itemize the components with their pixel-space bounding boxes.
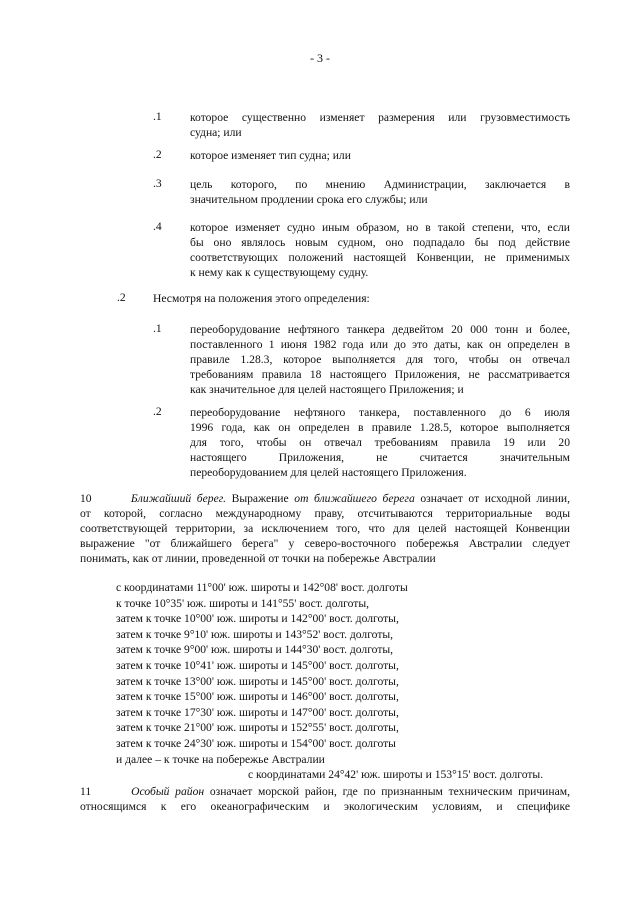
text-line: правиле 1.28.3, которое выполняется для того, чтобы он отвечал — [190, 353, 570, 366]
item-number: .1 — [153, 110, 162, 123]
item-text — [190, 322, 570, 397]
coordinate-line: затем к точке 21°00' юж. широты и 152°55' вост. долготы, — [116, 721, 399, 735]
coordinate-line: затем к точке 9°00' юж. широты и 144°30' вост. долготы, — [116, 643, 394, 657]
text-line: которое существенно изменяет размерения или грузовместимость — [190, 111, 570, 124]
text-line: соответствующих положений настоящей Конвенции, не применимых — [190, 251, 570, 264]
text-fragment: означает от исходной линии, — [414, 492, 570, 505]
text-line: к нему как к существующему судну. — [190, 266, 369, 279]
coordinate-line: затем к точке 17°30' юж. широты и 147°00' вост. долготы, — [116, 705, 399, 719]
coordinate-line: к точке 10°35' юж. широты и 141°55' вост. долготы, — [116, 596, 370, 610]
coordinate-line: затем к точке 15°00' юж. широты и 146°00' вост. долготы, — [116, 690, 399, 704]
coordinate-line: затем к точке 9°10' юж. широты и 143°52' вост. долготы, — [116, 627, 394, 641]
text-line: переоборудованием для целей настоящего Приложения. — [190, 466, 467, 479]
text-line: выражение "от ближайшего берега" у северо-восточного побережья Австралии следует — [80, 537, 570, 550]
coordinate-line: и далее – к точке на побережье Австралии — [116, 752, 325, 766]
text-line: настоящего Приложения, не считается значительным — [190, 451, 570, 464]
defined-term: Особый район — [131, 785, 205, 798]
text-line: от которой, согласно международному праву, отсчитываются территориальные воды — [80, 507, 570, 520]
text-line: Несмотря на положения этого определения: — [153, 292, 370, 305]
coordinate-line: затем к точке 24°30' юж. широты и 154°00' вост. долготы — [116, 736, 396, 750]
item-number: .3 — [153, 177, 162, 190]
text-line: цель которого, по мнению Администрации, заключается в — [190, 178, 570, 191]
item-text — [190, 148, 570, 163]
text-line: переоборудование нефтяного танкера, поставленного до 6 июля — [190, 406, 570, 419]
text-line: относящимся к его океанографическим и экологическим условиям, и специфике — [80, 800, 570, 813]
text-line: бы оно являлось новым судном, оно подпадало бы под действие — [190, 236, 570, 249]
coordinate-line: затем к точке 13°00' юж. широты и 145°00' вост. долготы, — [116, 674, 399, 688]
text-line: соответствующей территории, за исключением того, что для целей настоящей Конвенции — [80, 522, 570, 535]
text-line: судна; или — [190, 126, 242, 139]
paragraph-number: 10 — [80, 492, 92, 505]
coordinate-line: с координатами 11°00' юж. широты и 142°08' вост. долготы — [116, 581, 408, 594]
item-text — [190, 405, 570, 480]
item-text — [190, 177, 570, 207]
coordinate-line: затем к точке 10°41' юж. широты и 145°00' вост. долготы, — [116, 658, 399, 672]
text-line: для того, чтобы он отвечал требованиям правила 19 или 20 — [190, 436, 570, 449]
coordinate-line-final: с координатами 24°42' юж. широты и 153°15' вост. долготы. — [248, 768, 544, 782]
item-number: .2 — [117, 291, 126, 304]
item-number: .2 — [153, 148, 162, 161]
paragraph-number: 11 — [80, 785, 92, 798]
paragraph-10 — [80, 491, 570, 566]
text-line: которое изменяет судно иным образом, но в такой степени, что, если — [190, 221, 570, 234]
text-line: значительном продлении срока его службы; или — [190, 193, 428, 206]
text-fragment: Выражение — [226, 492, 295, 505]
defined-term: Ближайший берег. — [130, 492, 226, 505]
coordinates-list — [116, 580, 556, 783]
text-line: как значительное для целей настоящего Приложения; и — [190, 383, 464, 396]
page-number: - 3 - — [310, 51, 330, 65]
item-number: .1 — [153, 322, 162, 335]
coordinate-line: затем к точке 10°00' юж. широты и 142°00' вост. долготы, — [116, 612, 399, 626]
text-line: понимать, как от линии, проведенной от точки на побережье Австралии — [80, 552, 436, 565]
item-number: .2 — [153, 405, 162, 418]
text-line: поставленного 1 июня 1982 года или до это даты, как он определен в — [190, 338, 570, 351]
item-text — [190, 110, 570, 140]
text-line: переоборудование нефтяного танкера дедвейтом 20 000 тонн и более, — [190, 323, 570, 336]
item-text — [153, 291, 573, 306]
item-number: .4 — [153, 220, 162, 233]
text-line: которое изменяет тип судна; или — [190, 149, 351, 162]
text-fragment: означает морской район, где по признанным техническим причинам, — [204, 785, 570, 798]
text-line: требованиям правила 18 настоящего Приложения, не рассматривается — [190, 368, 570, 381]
item-text — [190, 220, 570, 280]
paragraph-11 — [80, 784, 570, 814]
text-line: 1996 года, как он определен в правиле 1.28.5, которое выполняется — [190, 421, 570, 434]
defined-term: от ближайшего берега — [294, 492, 415, 505]
